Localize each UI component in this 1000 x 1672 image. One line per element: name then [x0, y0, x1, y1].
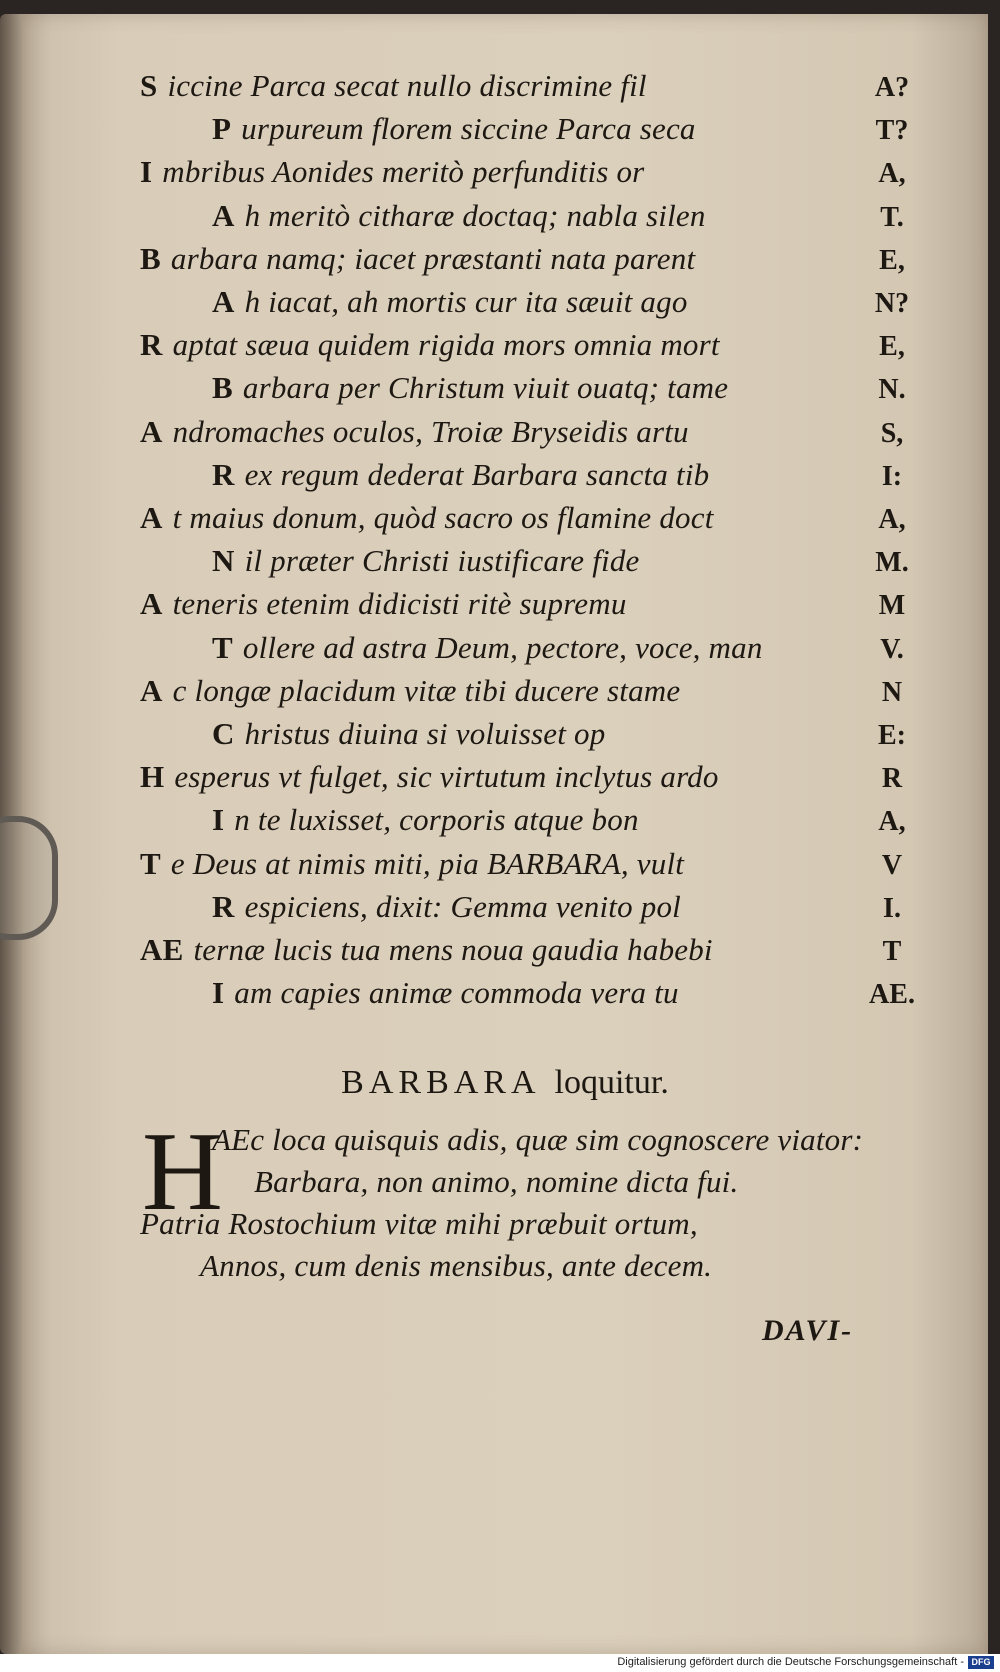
poem-line [140, 500, 714, 536]
poem-line-text: h iacat, ah mortis cur ita sæuit ago [244, 284, 688, 319]
poem-line [212, 457, 709, 493]
poem-line-text: il præter Christi iustificare fide [244, 543, 640, 579]
poem-line-acrostic-letter: T? [875, 115, 909, 147]
poem-line-text: iccine Parca secat nullo discrimine fil [167, 68, 647, 103]
poem-line [212, 889, 681, 925]
poem-line-text: urpureum florem siccine Parca seca [241, 111, 696, 147]
poem-line-text: c longæ placidum vitæ tibi ducere stame [172, 672, 681, 708]
poem-line-text: ndromaches oculos, Troiæ Bryseidis artu [172, 413, 689, 449]
poem-line [140, 759, 719, 795]
poem-line-text: ollere ad astra Deum, pectore, voce, man [242, 629, 763, 665]
poem-line-acrostic-letter: E, [879, 244, 905, 276]
poem-line-acrostic-letter: N? [874, 288, 910, 319]
poem-line-initial: I [212, 802, 225, 838]
poem-line-acrostic-letter: A, [878, 504, 906, 535]
poem-line-initial: A [212, 197, 235, 233]
poem-line-initial: R [212, 888, 235, 924]
poem-line-acrostic-letter: I. [883, 892, 901, 924]
epitaph-line: Patria Rostochium vitæ mihi præbuit ortum, [140, 1206, 698, 1241]
poem-line-acrostic-letter: M. [875, 547, 909, 579]
poem-line-acrostic-letter: N [881, 676, 903, 708]
poem-line-acrostic-letter: A, [878, 806, 906, 838]
poem-line-initial: A [140, 586, 163, 622]
poem-line-initial: R [212, 456, 235, 492]
section-heading [22, 1064, 988, 1102]
poem-line [140, 586, 627, 622]
poem-line-acrostic-letter: A, [878, 158, 906, 190]
poem-line-initial: A [140, 672, 163, 708]
poem-line [140, 932, 713, 968]
poem-line-initial: I [212, 975, 225, 1011]
poem-line-acrostic-letter: AE. [869, 979, 915, 1011]
poem-line-initial: I [140, 154, 153, 190]
poem-line [140, 673, 680, 709]
poem-line-acrostic-letter: M [878, 590, 906, 622]
poem-line-text: mbribus Aonides meritò perfunditis or [162, 154, 645, 190]
poem-line-acrostic-letter: R [881, 763, 903, 795]
poem-line [212, 975, 679, 1011]
book-clasp [0, 816, 58, 940]
poem-line-acrostic-letter: V. [880, 633, 904, 665]
poem-line [140, 846, 684, 882]
poem-line-initial: AE [140, 932, 184, 967]
footer-credit: Digitalisierung gefördert durch die Deutsche Forschungsgemeinschaft - [617, 1656, 964, 1668]
poem-line [140, 68, 647, 104]
poem-line-text: e Deus at nimis miti, pia BARBARA, vult [170, 845, 685, 881]
poem-line-text: am capies animæ commoda vera tu [234, 975, 679, 1011]
book-page [22, 14, 988, 1654]
poem-line [212, 716, 605, 752]
poem-line-initial: A [140, 500, 163, 535]
poem-line-acrostic-letter: T [882, 936, 902, 967]
poem-line [140, 241, 695, 277]
poem-line-initial: C [212, 716, 235, 751]
poem-line-text: arbara per Christum viuit ouatq; tame [242, 370, 729, 406]
poem-line-initial: N [212, 543, 235, 579]
poem-line-text: teneris etenim didicisti ritè supremu [172, 586, 627, 622]
poem-line-initial: T [212, 629, 233, 665]
acrostic-poem [22, 14, 988, 1034]
poem-line [140, 154, 644, 190]
poem-line-text: espiciens, dixit: Gemma venito pol [244, 888, 681, 924]
catchword: DAVI- [762, 1314, 854, 1347]
decorated-initial: H [142, 1110, 223, 1234]
poem-line-acrostic-letter: T. [880, 201, 904, 233]
heading-name: BARBARA [341, 1064, 541, 1101]
poem-line-text: arbara namq; iacet præstanti nata parent [170, 240, 696, 276]
poem-line [212, 543, 639, 579]
poem-line-initial: R [140, 327, 163, 363]
poem-line-text: ternæ lucis tua mens noua gaudia habebi [193, 932, 713, 967]
poem-line [212, 630, 763, 666]
poem-line-initial: B [140, 240, 161, 276]
poem-line-initial: S [140, 68, 158, 103]
poem-line-acrostic-letter: S, [880, 417, 904, 449]
poem-line-text: t maius donum, quòd sacro os flamine doct [172, 500, 714, 535]
poem-line-acrostic-letter: V [881, 849, 903, 881]
poem-line [212, 284, 688, 320]
poem-line-acrostic-letter: E: [878, 720, 906, 751]
poem-line-initial: A [140, 413, 163, 449]
poem-line-acrostic-letter: A? [874, 72, 910, 103]
poem-line-text: aptat sæua quidem rigida mors omnia mort [172, 327, 720, 363]
poem-line-acrostic-letter: I: [881, 460, 903, 492]
poem-line-text: esperus vt fulget, sic virtutum inclytus ardo [174, 759, 719, 795]
poem-line-initial: H [140, 759, 165, 795]
poem-line-text: n te luxisset, corporis atque bon [234, 802, 639, 838]
dfg-logo: DFG [968, 1656, 994, 1669]
poem-line [212, 111, 696, 147]
poem-line-text: ex regum dederat Barbara sancta tib [244, 456, 710, 492]
poem-line [140, 327, 720, 363]
poem-line-text: h meritò citharæ doctaq; nabla silen [244, 197, 706, 233]
epitaph-line: Annos, cum denis mensibus, ante decem. [200, 1248, 713, 1283]
poem-line-initial: T [140, 845, 161, 881]
heading-verb: loquitur. [554, 1064, 669, 1101]
poem-line-acrostic-letter: N. [878, 374, 906, 406]
poem-line [212, 802, 639, 838]
poem-line [212, 198, 706, 234]
poem-line [212, 370, 728, 406]
poem-line-acrostic-letter: E, [879, 331, 905, 363]
poem-line-text: hristus diuina si voluisset op [244, 716, 606, 751]
poem-line-initial: B [212, 370, 233, 406]
epitaph-line: Barbara, non animo, nomine dicta fui. [254, 1164, 739, 1199]
epitaph-line: AEc loca quisquis adis, quæ sim cognoscere viator: [212, 1122, 864, 1157]
poem-line-initial: P [212, 111, 232, 147]
poem-line [140, 414, 689, 450]
poem-line-initial: A [212, 284, 235, 319]
